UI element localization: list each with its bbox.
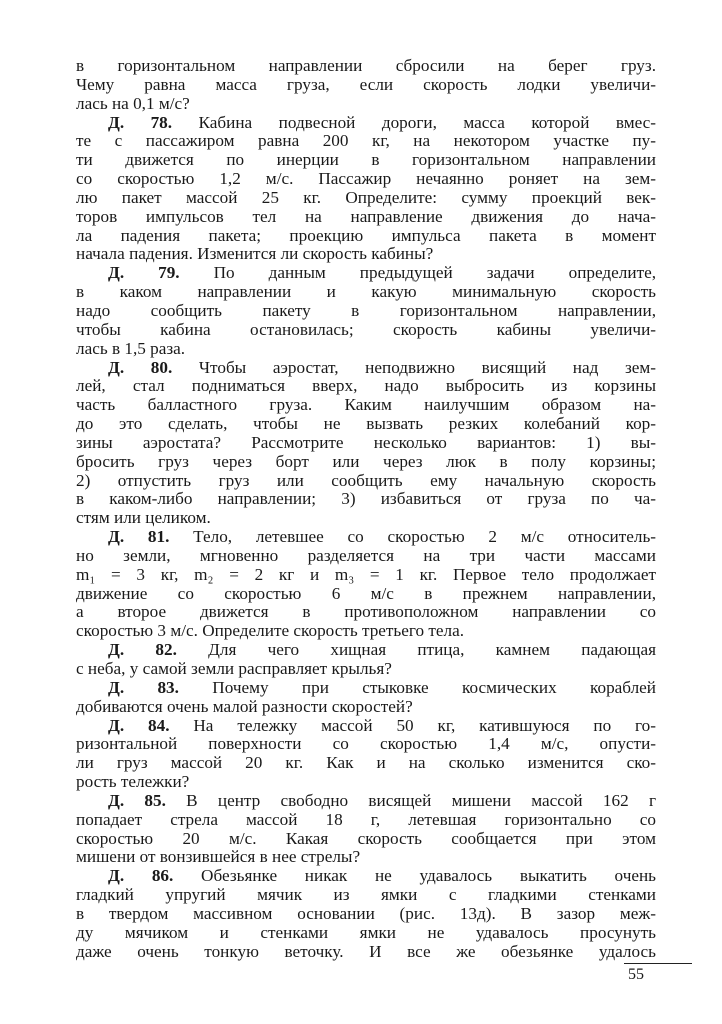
text-line xyxy=(76,509,656,528)
problem-paragraph xyxy=(76,528,656,641)
line-text: рость тележки? xyxy=(76,772,190,792)
text-line xyxy=(76,245,656,264)
line-text: бросить груз через борт или через люк в полу корзины; xyxy=(76,451,656,471)
continued-paragraph xyxy=(76,57,656,114)
line-text: с неба, у самой земли расправляет крылья? xyxy=(76,659,392,678)
text-line xyxy=(76,415,656,434)
line-text: торов импульсов тел на направление движения до нача- xyxy=(76,206,656,226)
text-line xyxy=(76,434,656,453)
line-text: часть балластного груза. Каким наилучшим образом на- xyxy=(76,395,656,415)
problem-label: Д. 82. xyxy=(108,640,177,660)
problem-paragraph xyxy=(76,717,656,792)
line-text: даже очень тонкую веточку. И все же обезьянке удалось xyxy=(76,941,656,961)
text-line xyxy=(76,773,656,792)
line-text: лась на 0,1 м/с? xyxy=(76,93,190,113)
line-text: Для чего хищная птица, камнем падающая xyxy=(208,640,657,660)
problem-paragraph xyxy=(76,359,656,529)
text-line xyxy=(76,603,656,622)
line-text: По данным предыдущей задачи определите, xyxy=(213,263,657,283)
line-text: в каком направлении и какую минимальную скорость xyxy=(76,282,656,302)
problem-label: Д. 79. xyxy=(108,263,180,283)
line-text: в каком-либо направлении; 3) избавиться от груза по ча- xyxy=(76,489,656,509)
line-text: Кабина подвесной дороги, масса которой вмес- xyxy=(198,112,657,132)
text-line xyxy=(76,811,656,830)
text-line xyxy=(76,264,656,283)
line-text: в горизонтальном направлении сбросили на берег груз. xyxy=(76,56,656,75)
text-line xyxy=(76,905,656,924)
text-line xyxy=(76,151,656,170)
problem-paragraph xyxy=(76,867,656,961)
line-text: ли груз массой 20 кг. Как и на сколько изменится ско- xyxy=(76,753,656,773)
line-text: стям или целиком. xyxy=(76,508,211,528)
line-text: Обезьянке никак не удавалось выкатить очень xyxy=(201,866,657,886)
text-line xyxy=(76,943,656,962)
text-line xyxy=(76,321,656,340)
text-line xyxy=(76,490,656,509)
text-line xyxy=(76,114,656,133)
line-text: Тело, летевшее со скоростью 2 м/с относитель- xyxy=(193,527,657,547)
text-line xyxy=(76,189,656,208)
text-line xyxy=(76,717,656,736)
line-text: ду мячиком и стенками ямки не удавалось просунуть xyxy=(76,922,656,942)
problem-paragraph xyxy=(76,792,656,867)
problem-label: Д. 78. xyxy=(108,112,173,132)
problem-paragraph xyxy=(76,679,656,717)
line-text: скоростью 3 м/с. Определите скорость третьего тела. xyxy=(76,621,465,641)
text-line xyxy=(76,886,656,905)
line-text: зины аэростата? Рассмотрите несколько вариантов: 1) вы- xyxy=(76,432,656,452)
line-text: На тележку массой 50 кг, катившуюся по го- xyxy=(193,715,656,735)
line-text: Чему равна масса груза, если скорость лодки увеличи- xyxy=(76,74,656,94)
problem-paragraph xyxy=(76,114,656,265)
text-line xyxy=(76,302,656,321)
text-line xyxy=(76,528,656,547)
text-line xyxy=(76,848,656,867)
problem-paragraph xyxy=(76,264,656,358)
text-line xyxy=(76,867,656,886)
line-text: скоростью 20 м/с. Какая скорость сообщается при этом xyxy=(76,828,656,848)
line-text: Чтобы аэростат, неподвижно висящий над зем- xyxy=(198,357,656,377)
text-line xyxy=(76,170,656,189)
text-line xyxy=(76,132,656,151)
line-text: в твердом массивном основании (рис. 13д). В зазор меж- xyxy=(76,903,656,923)
line-text: m₁ = 3 кг, m₂ = 2 кг и m₃ = 1 кг. Первое тело продолжает xyxy=(76,564,656,584)
text-line xyxy=(76,76,656,95)
line-text: но земли, мгновенно разделяется на три части массами xyxy=(76,545,656,565)
text-line xyxy=(76,585,656,604)
line-text: надо сообщить пакету в горизонтальном направлении, xyxy=(76,300,656,320)
line-text: ти движется по инерции в горизонтальном направлении xyxy=(76,150,656,170)
line-text: В центр свободно висящей мишени массой 162 г xyxy=(186,790,657,810)
line-text: Почему при стыковке космических кораблей xyxy=(212,677,657,697)
line-text: добиваются очень малой разности скоростей? xyxy=(76,696,413,716)
text-line xyxy=(76,208,656,227)
line-text: движение со скоростью 6 м/с в прежнем направлении, xyxy=(76,583,656,603)
line-text: а второе движется в противоположном направлении со xyxy=(76,602,656,622)
text-line xyxy=(76,396,656,415)
line-text: лю пакет массой 25 кг. Определите: сумму проекций век- xyxy=(76,187,656,207)
line-text: те с пассажиром равна 200 кг, на некотором участке пу- xyxy=(76,131,656,151)
line-text: ла падения пакета; проекцию импульса пакета в момент xyxy=(76,225,656,245)
problem-paragraph xyxy=(76,641,656,679)
text-line xyxy=(76,340,656,359)
line-text: ризонтальной поверхности со скоростью 1,4 м/с, опусти- xyxy=(76,734,656,754)
text-line xyxy=(76,735,656,754)
page-number-rule xyxy=(624,963,692,964)
line-text: чтобы кабина остановилась; скорость кабины увеличи- xyxy=(76,319,656,339)
line-text: лей, стал подниматься вверх, надо выбросить из корзины xyxy=(76,376,656,396)
text-line xyxy=(76,472,656,491)
text-line xyxy=(76,359,656,378)
line-text: до это сделать, чтобы не вызвать резких колебаний кор- xyxy=(76,414,656,434)
problem-label: Д. 84. xyxy=(108,715,170,735)
line-text: 2) отпустить груз или сообщить ему начальную скорость xyxy=(76,470,656,490)
text-line xyxy=(76,641,656,660)
text-line xyxy=(76,660,656,679)
text-line xyxy=(76,57,656,76)
text-line xyxy=(76,95,656,114)
line-text: лась в 1,5 раза. xyxy=(76,338,186,358)
text-line xyxy=(76,754,656,773)
line-text: гладкий упругий мячик из ямки с гладкими стенками xyxy=(76,885,656,905)
text-line xyxy=(76,924,656,943)
text-line xyxy=(76,830,656,849)
line-text: попадает стрела массой 18 г, летевшая горизонтально со xyxy=(76,809,656,829)
text-line xyxy=(76,792,656,811)
problem-label: Д. 85. xyxy=(108,790,166,810)
line-text: начала падения. Изменится ли скорость кабины? xyxy=(76,244,434,264)
text-line xyxy=(76,227,656,246)
problem-label: Д. 83. xyxy=(108,677,179,697)
line-text: со скоростью 1,2 м/с. Пассажир нечаянно роняет на зем- xyxy=(76,169,656,189)
page-number: 55 xyxy=(628,966,644,983)
problem-label: Д. 81. xyxy=(108,527,170,547)
text-line xyxy=(76,377,656,396)
text-line xyxy=(76,622,656,641)
text-line xyxy=(76,566,656,585)
text-line xyxy=(76,283,656,302)
text-line xyxy=(76,679,656,698)
text-line xyxy=(76,453,656,472)
text-line xyxy=(76,698,656,717)
text-line xyxy=(76,547,656,566)
problem-label: Д. 86. xyxy=(108,866,174,886)
line-text: мишени от вонзившейся в нее стрелы? xyxy=(76,847,361,867)
page-body-text xyxy=(76,57,656,962)
problem-label: Д. 80. xyxy=(108,357,173,377)
